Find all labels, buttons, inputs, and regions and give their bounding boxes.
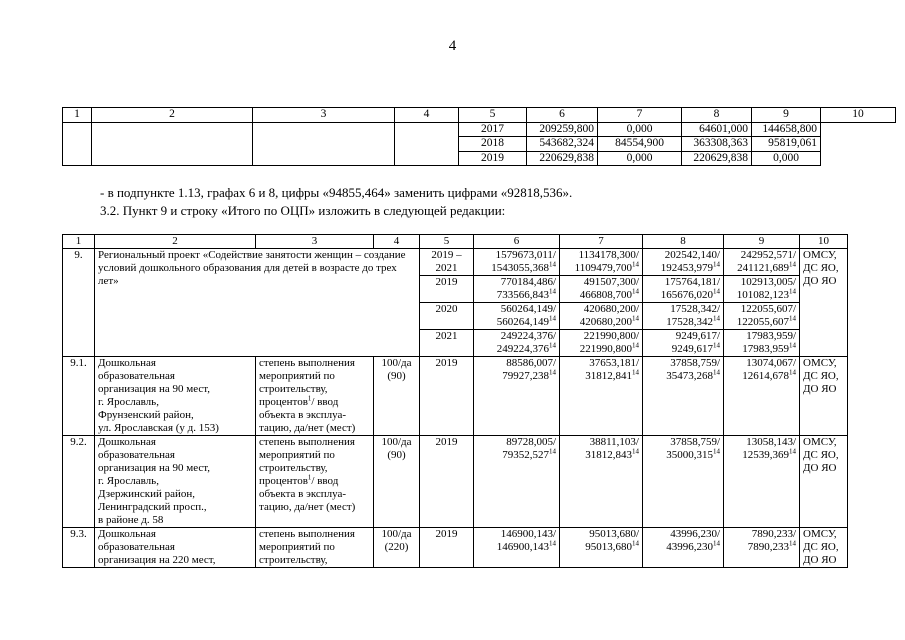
value-cell: 363308,363 — [682, 137, 752, 152]
program-table — [62, 234, 848, 568]
empty-cell — [395, 122, 459, 166]
year-cell: 2019 — [420, 528, 474, 568]
header-cell: 1 — [63, 108, 92, 123]
value-cell: 37653,181/ 31812,841$^{14}$ — [560, 357, 643, 436]
value-cell: 202542,140/ 192453,979$^{14}$ — [643, 249, 724, 276]
year-cell: 2018 — [459, 137, 527, 152]
executor-cell: ОМСУ, ДС ЯО, ДО ЯО — [800, 357, 848, 436]
value-cell: 122055,607/ 122055,607$^{14}$ — [724, 303, 800, 330]
value-cell: 220629,838 — [682, 151, 752, 166]
value-cell: 17528,342/ 17528,342$^{14}$ — [643, 303, 724, 330]
value-cell: 0,000 — [598, 122, 682, 137]
header-cell: 6 — [474, 235, 560, 249]
page-number: 4 — [448, 38, 457, 54]
value-cell: 13074,067/ 12614,678$^{14}$ — [724, 357, 800, 436]
value-cell: 420680,200/ 420680,200$^{14}$ — [560, 303, 643, 330]
value-cell: 17983,959/ 17983,959$^{14}$ — [724, 330, 800, 357]
header-cell: 7 — [598, 108, 682, 123]
executor-cell: ОМСУ, ДС ЯО, ДО ЯО — [800, 528, 848, 568]
table-row — [63, 528, 848, 568]
value-cell: 175764,181/ 165676,020$^{14}$ — [643, 276, 724, 303]
value-cell: 43996,230/ 43996,230$^{14}$ — [643, 528, 724, 568]
header-cell: 10 — [800, 235, 848, 249]
value-cell: 249224,376/ 249224,376$^{14}$ — [474, 330, 560, 357]
header-cell: 2 — [95, 235, 256, 249]
year-cell: 2019 — [459, 151, 527, 166]
value-cell: 0,000 — [752, 151, 821, 166]
year-cell: 2019 – 2021 — [420, 249, 474, 276]
year-cell: 2019 — [420, 436, 474, 528]
unit-cell: 100/да (220) — [374, 528, 420, 568]
value-cell: 220629,838 — [527, 151, 598, 166]
paragraph-instruction: 3.2. Пункт 9 и строку «Итого по ОЦП» изложить в следующей редакции: — [100, 203, 506, 218]
header-cell: 4 — [395, 108, 459, 123]
header-cell: 10 — [821, 108, 896, 123]
header-cell: 9 — [724, 235, 800, 249]
value-cell: 1134178,300/ 1109479,700$^{14}$ — [560, 249, 643, 276]
value-cell: 1579673,011/ 1543055,368$^{14}$ — [474, 249, 560, 276]
value-cell: 144658,800 — [752, 122, 821, 137]
value-cell: 0,000 — [598, 151, 682, 166]
value-cell: 209259,800 — [527, 122, 598, 137]
indicator-cell: степень выполнения мероприятий по строительству, процентов$^1$/ ввод объекта в эксплуа-тацию, да/нет (мест) — [256, 436, 374, 528]
header-cell: 5 — [420, 235, 474, 249]
empty-cell — [821, 122, 896, 166]
value-cell: 242952,571/ 241121,689$^{14}$ — [724, 249, 800, 276]
value-cell: 560264,149/ 560264,149$^{14}$ — [474, 303, 560, 330]
value-cell: 88586,007/ 79927,238$^{14}$ — [474, 357, 560, 436]
item-name: Дошкольная образовательная организация на 90 мест, г. Ярославль, Фрунзенский район, ул. Ярославская (у д. 153) — [95, 357, 256, 436]
header-cell: 3 — [253, 108, 395, 123]
value-cell: 37858,759/ 35473,268$^{14}$ — [643, 357, 724, 436]
table-row — [63, 249, 848, 276]
header-cell: 1 — [63, 235, 95, 249]
header-cell: 7 — [560, 235, 643, 249]
item-number: 9.1. — [63, 357, 95, 436]
value-cell: 37858,759/ 35000,315$^{14}$ — [643, 436, 724, 528]
year-cell: 2020 — [420, 303, 474, 330]
item-name: Дошкольная образовательная организация на 220 мест, — [95, 528, 256, 568]
table-row — [63, 122, 896, 137]
header-cell: 4 — [374, 235, 420, 249]
value-cell: 491507,300/ 466808,700$^{14}$ — [560, 276, 643, 303]
value-cell: 95013,680/ 95013,680$^{14}$ — [560, 528, 643, 568]
header-cell: 2 — [92, 108, 253, 123]
year-cell: 2017 — [459, 122, 527, 137]
empty-cell — [63, 122, 92, 166]
table-row — [63, 357, 848, 436]
table-header-row — [63, 235, 848, 249]
unit-cell: 100/да (90) — [374, 357, 420, 436]
empty-cell — [92, 122, 253, 166]
unit-cell: 100/да (90) — [374, 436, 420, 528]
item-name: Региональный проект «Содействие занятости женщин – создание условий дошкольного образования для детей в возрасте до трех лет» — [95, 249, 420, 357]
executor-cell: ОМСУ, ДС ЯО, ДО ЯО — [800, 249, 848, 357]
item-number: 9.2. — [63, 436, 95, 528]
executor-cell: ОМСУ, ДС ЯО, ДО ЯО — [800, 436, 848, 528]
item-number: 9. — [63, 249, 95, 357]
table-header-row — [63, 108, 896, 123]
value-cell: 221990,800/ 221990,800$^{14}$ — [560, 330, 643, 357]
continuation-table — [62, 107, 896, 166]
header-cell: 8 — [682, 108, 752, 123]
header-cell: 9 — [752, 108, 821, 123]
value-cell: 84554,900 — [598, 137, 682, 152]
header-cell: 6 — [527, 108, 598, 123]
value-cell: 543682,324 — [527, 137, 598, 152]
indicator-cell: степень выполнения мероприятий по строительству, — [256, 528, 374, 568]
item-number: 9.3. — [63, 528, 95, 568]
value-cell: 38811,103/ 31812,843$^{14}$ — [560, 436, 643, 528]
item-name: Дошкольная образовательная организация на 90 мест, г. Ярославль, Дзержинский район, Ленинградский просп., в районе д. 58 — [95, 436, 256, 528]
value-cell: 146900,143/ 146900,143$^{14}$ — [474, 528, 560, 568]
value-cell: 89728,005/ 79352,527$^{14}$ — [474, 436, 560, 528]
header-cell: 5 — [459, 108, 527, 123]
header-cell: 3 — [256, 235, 374, 249]
value-cell: 102913,005/ 101082,123$^{14}$ — [724, 276, 800, 303]
header-cell: 8 — [643, 235, 724, 249]
table-row — [63, 436, 848, 528]
value-cell: 9249,617/ 9249,617$^{14}$ — [643, 330, 724, 357]
year-cell: 2019 — [420, 357, 474, 436]
year-cell: 2021 — [420, 330, 474, 357]
value-cell: 7890,233/ 7890,233$^{14}$ — [724, 528, 800, 568]
value-cell: 95819,061 — [752, 137, 821, 152]
value-cell: 64601,000 — [682, 122, 752, 137]
paragraph-amendment: - в подпункте 1.13, графах 6 и 8, цифры «94855,464» заменить цифрами «92818,536». — [100, 185, 573, 200]
year-cell: 2019 — [420, 276, 474, 303]
value-cell: 770184,486/ 733566,843$^{14}$ — [474, 276, 560, 303]
value-cell: 13058,143/ 12539,369$^{14}$ — [724, 436, 800, 528]
empty-cell — [253, 122, 395, 166]
indicator-cell: степень выполнения мероприятий по строительству, процентов$^1$/ ввод объекта в эксплуа-тацию, да/нет (мест) — [256, 357, 374, 436]
